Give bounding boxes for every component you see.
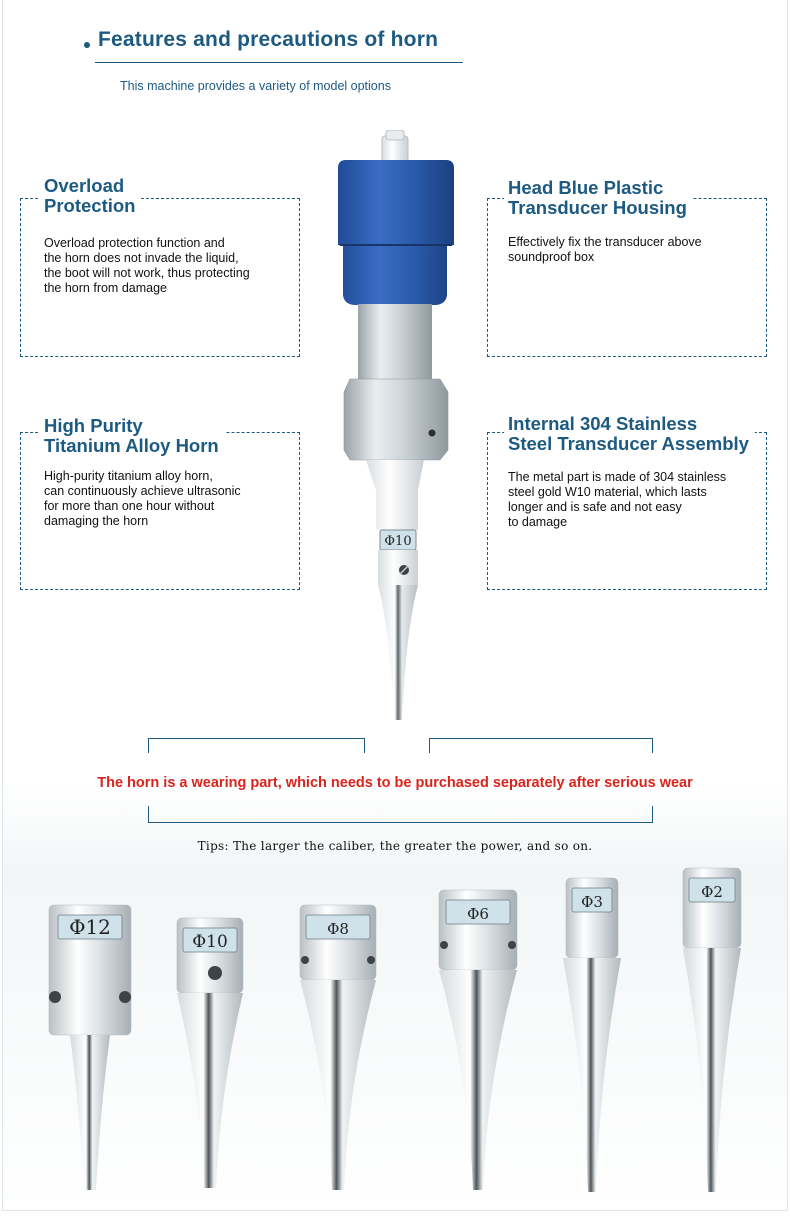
- tips-text: Tips: The larger the caliber, the greater the power, and so on.: [197, 839, 593, 853]
- horn-size-label: Φ8: [327, 920, 349, 938]
- horn-size-label: Φ10: [192, 932, 228, 952]
- feature-title-stainless: Internal 304 Stainless Steel Transducer Assembly: [504, 414, 755, 454]
- screw-hole-icon: [301, 956, 309, 964]
- horn-size-label: Φ2: [701, 883, 723, 901]
- feature-text-housing: Effectively fix the transducer above soundproof box: [508, 235, 702, 264]
- wear-part-warning: The horn is a wearing part, which needs to be purchased separately after serious wear: [97, 775, 693, 791]
- feature-title-titanium: High Purity Titanium Alloy Horn: [40, 416, 225, 456]
- page-title: Features and precautions of horn: [98, 28, 439, 51]
- feature-text-overload: Overload protection function and the horn does not invade the liquid, the boot will not work, thus protecting the horn from damage: [44, 236, 250, 295]
- bracket-top-left: [148, 738, 365, 753]
- horn-sizes-lineup-image: [20, 860, 770, 1200]
- title-underline: [95, 62, 463, 63]
- bracket-top-right: [429, 738, 653, 753]
- horn-size-item: [439, 890, 517, 1190]
- horn-size-label: Φ12: [69, 915, 111, 939]
- feature-title-overload: Overload Protection: [40, 176, 141, 216]
- feature-title-housing: Head Blue Plastic Transducer Housing: [504, 178, 693, 218]
- screw-hole-icon: [119, 991, 131, 1003]
- horn-size-item: [563, 878, 621, 1192]
- feature-box-housing: [487, 198, 767, 357]
- horn-size-item: [177, 918, 243, 1188]
- screw-hole-icon: [508, 941, 516, 949]
- screw-hole-icon: [208, 966, 222, 980]
- horn-size-label: Φ3: [581, 893, 603, 911]
- bracket-bottom: [148, 806, 653, 823]
- screw-hole-icon: [367, 956, 375, 964]
- screw-hole-icon: [49, 991, 61, 1003]
- ultrasonic-horn-device-image: [300, 130, 500, 725]
- feature-text-titanium: High-purity titanium alloy horn, can continuously achieve ultrasonic for more than one hour without damaging the horn: [44, 469, 241, 528]
- horn-size-item: [683, 868, 741, 1192]
- bullet-dot-icon: [84, 42, 90, 48]
- horn-size-item: [49, 905, 131, 1190]
- screw-hole-icon: [440, 941, 448, 949]
- device-diameter-label: Φ10: [384, 534, 412, 549]
- feature-text-stainless: The metal part is made of 304 stainless steel gold W10 material, which lasts longer and is safe and not easy to damage: [508, 470, 727, 529]
- horn-size-item: [300, 905, 376, 1190]
- page-subtitle: This machine provides a variety of model options: [120, 79, 391, 93]
- horn-size-label: Φ6: [467, 905, 489, 923]
